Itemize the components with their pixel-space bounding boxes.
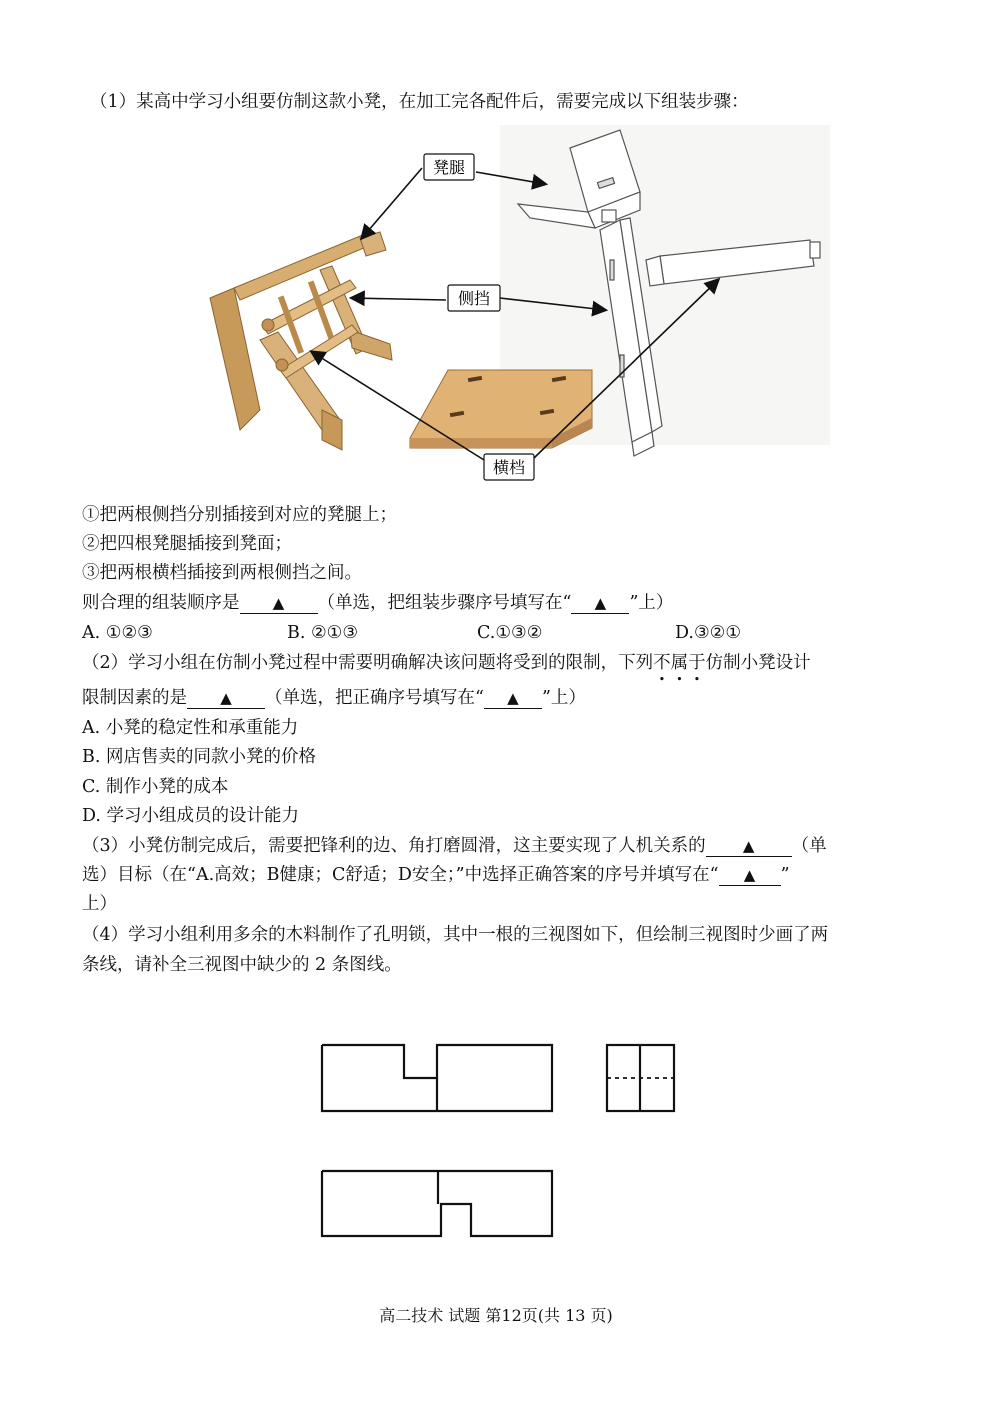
answer-mark-icon: ▲ xyxy=(272,594,285,612)
q4-line-2: 条线，请补全三视图中缺少的 2 条图线。 xyxy=(82,955,402,975)
q3-text-2-end: ” xyxy=(780,865,790,885)
answer-mark-icon: ▲ xyxy=(507,689,519,707)
seat-board-photo xyxy=(410,370,592,448)
q2-text-1: （2）学习小组在仿制小凳过程中需要明确解决该问题将受到的限制，下列 xyxy=(82,653,654,673)
emph-char-3: 于 xyxy=(688,653,706,673)
q1-intro: （1）某高中学习小组要仿制这款小凳，在加工完各配件后，需要完成以下组装步骤： xyxy=(90,92,749,112)
q2-answer-blank[interactable] xyxy=(187,688,265,709)
q1-answer-blank[interactable] xyxy=(240,593,318,614)
q3-note-blank xyxy=(719,865,781,886)
q3-line-3: 上） xyxy=(82,894,117,914)
q2-question-note-end: ”上） xyxy=(541,688,586,708)
q2-option-c[interactable]: C. 制作小凳的成本 xyxy=(82,777,229,797)
q2-option-b[interactable]: B. 网店售卖的同款小凳的价格 xyxy=(82,747,316,767)
q3-line-1 xyxy=(82,834,827,858)
q1-step-2: ②把四根凳腿插接到凳面； xyxy=(82,534,292,554)
q1-question-note-end: ”上） xyxy=(629,593,674,613)
emph-char-2: 属 xyxy=(670,653,689,673)
q3-text-1: （3）小凳仿制完成后，需要把锋利的边、角打磨圆滑，这主要实现了人机关系的 xyxy=(82,836,706,856)
page-footer: 高二技术 试题 第12页(共 13 页) xyxy=(379,1306,613,1325)
q1-question xyxy=(82,591,673,615)
q1-step-1: ①把两根侧挡分别插接到对应的凳腿上； xyxy=(82,505,397,525)
answer-mark-icon: ▲ xyxy=(220,689,232,707)
q2-option-a[interactable]: A. 小凳的稳定性和承重能力 xyxy=(82,718,299,738)
q2-option-d[interactable]: D. 学习小组成员的设计能力 xyxy=(82,806,300,826)
q1-option-b[interactable]: B. ②①③ xyxy=(287,623,359,643)
q2-question-note: （单选，把正确序号填写在“ xyxy=(265,688,484,708)
q1-option-a[interactable]: A. ①②③ xyxy=(82,623,153,643)
q3-text-1-end: （单 xyxy=(791,836,827,856)
stool-photo xyxy=(210,232,392,450)
q3-text-2: 选）目标（在“A.高效；B健康；C舒适；D安全；”中选择正确答案的序号并填写在“ xyxy=(82,865,719,885)
q2-note-blank xyxy=(484,688,542,709)
q1-question-text: 则合理的组装顺序是 xyxy=(82,593,240,613)
q2-emphasis xyxy=(653,653,706,673)
answer-mark-icon: ▲ xyxy=(742,837,755,855)
q2-line-1 xyxy=(82,651,811,675)
label-leg-text: 凳腿 xyxy=(432,158,466,177)
label-cross-text: 横档 xyxy=(492,458,526,477)
label-side-text: 侧挡 xyxy=(457,289,491,308)
q4-line-1: （4）学习小组利用多余的木料制作了孔明锁，其中一根的三视图如下，但绘制三视图时少画了两 xyxy=(82,925,829,945)
q2-question-text: 限制因素的是 xyxy=(82,688,187,708)
q1-option-c[interactable]: C.①③② xyxy=(477,623,543,643)
q1-question-note: （单选，把组装步骤序号填写在“ xyxy=(317,593,572,613)
emph-char-1: 不 xyxy=(653,653,671,673)
answer-mark-icon: ▲ xyxy=(743,866,756,884)
stool-assembly-figure xyxy=(200,120,840,488)
q2-text-2: 仿制小凳设计 xyxy=(705,653,811,673)
q3-answer-blank[interactable] xyxy=(706,836,792,857)
three-view-drawing xyxy=(300,1030,720,1290)
q1-step-3: ③把两根横档插接到两根侧挡之间。 xyxy=(82,563,362,583)
answer-mark-icon: ▲ xyxy=(594,594,607,612)
q3-line-2 xyxy=(82,863,790,887)
q1-options xyxy=(82,621,741,645)
q2-line-2 xyxy=(82,686,586,710)
q1-note-blank xyxy=(571,593,629,614)
q1-option-d[interactable]: D.③②① xyxy=(675,623,742,643)
